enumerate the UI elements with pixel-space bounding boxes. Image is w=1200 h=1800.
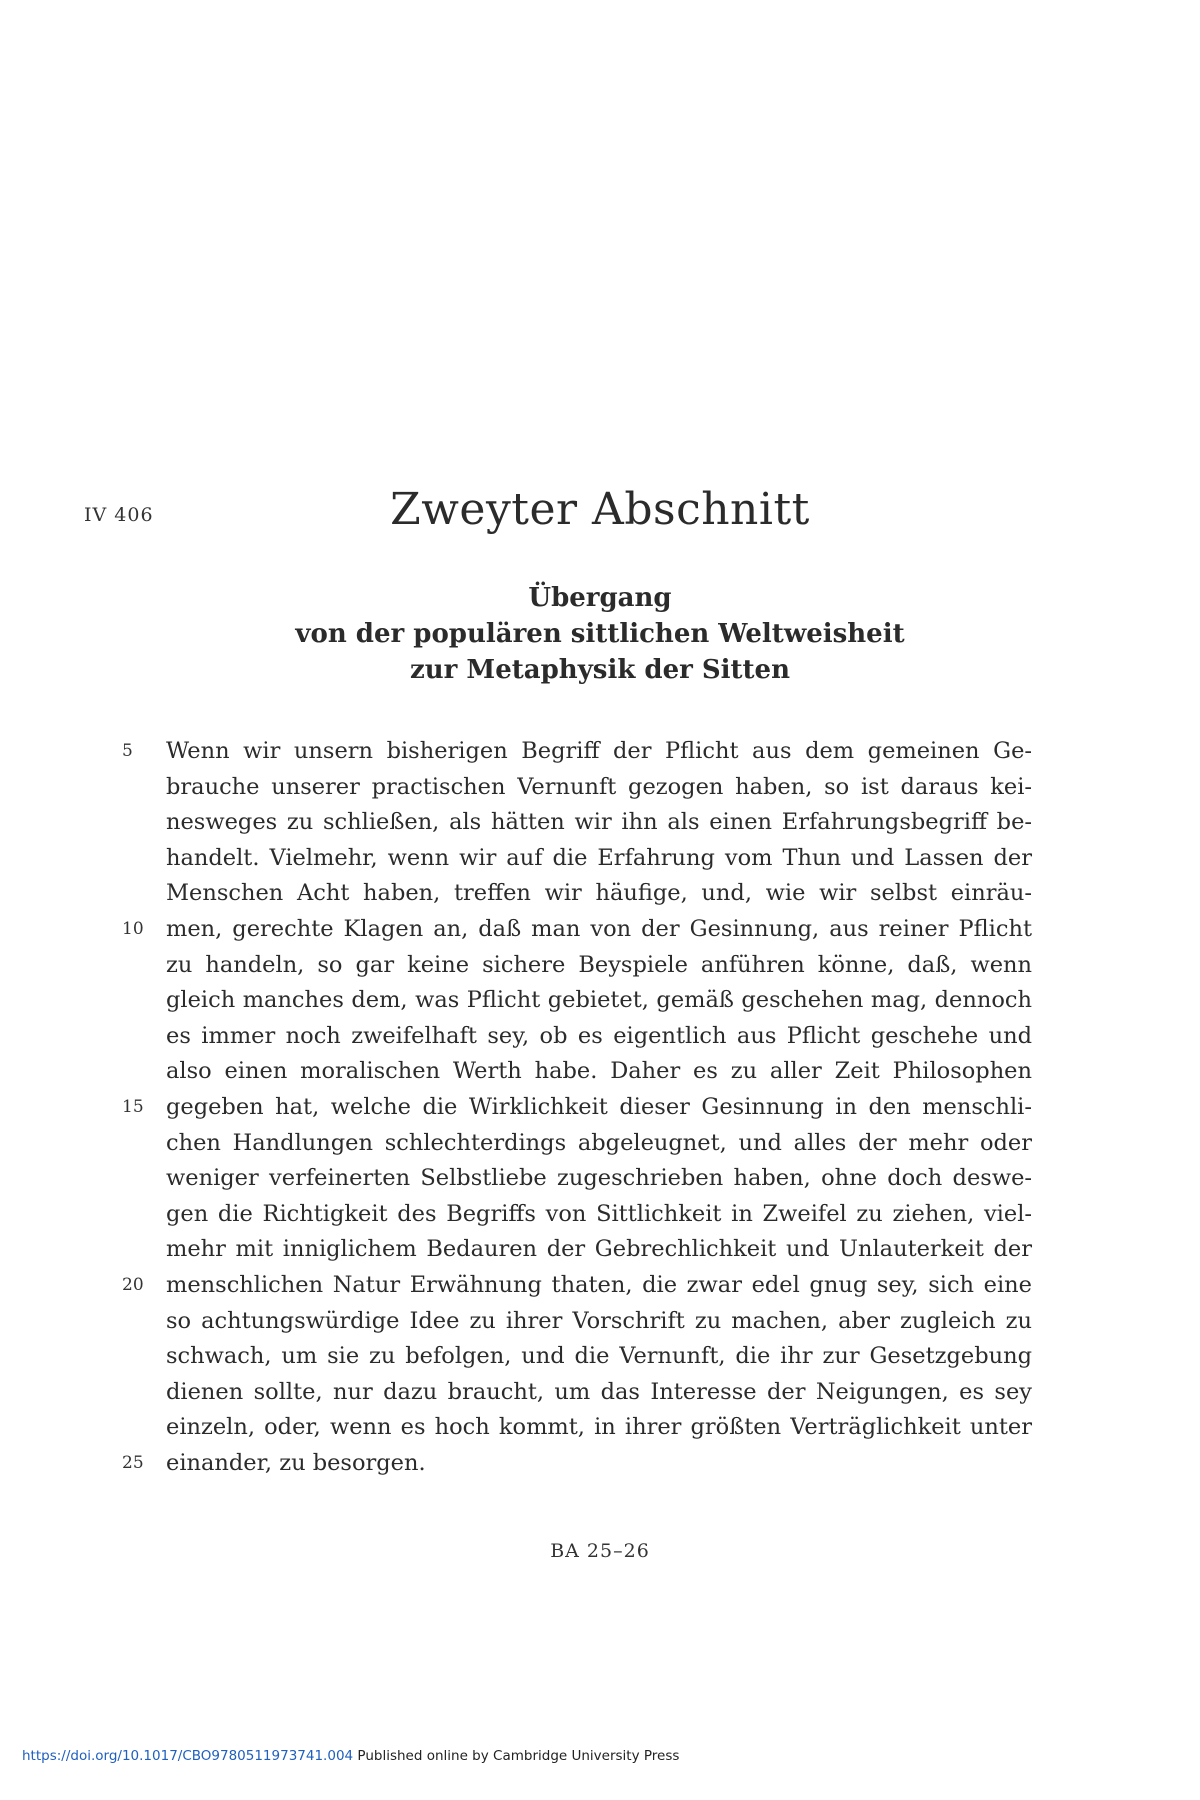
text-line bbox=[166, 841, 1032, 877]
line-text: es immer noch zweifelhaft sey, ob es eigentlich aus Pflicht geschehe und bbox=[166, 1022, 1032, 1049]
text-line bbox=[166, 1161, 1032, 1197]
margin-page-reference: IV 406 bbox=[84, 504, 154, 526]
line-text: zu handeln, so gar keine sichere Beyspiele anführen könne, daß, wenn bbox=[166, 951, 1032, 978]
line-text: schwach, um sie zu befolgen, und die Vernunft, die ihr zur Gesetzgebung bbox=[166, 1343, 1032, 1370]
line-text: weniger verfeinerten Selbstliebe zugeschrieben haben, ohne doch deswe- bbox=[166, 1165, 1032, 1192]
text-line bbox=[122, 1446, 1032, 1482]
text-line bbox=[166, 876, 1032, 912]
footer bbox=[22, 1748, 679, 1764]
text-line bbox=[166, 1126, 1032, 1162]
line-text: einander, zu besorgen. bbox=[166, 1449, 426, 1476]
body-text bbox=[122, 734, 1032, 1481]
subtitle-line-2: von der populären sittlichen Weltweisheit bbox=[295, 619, 905, 649]
line-text: chen Handlungen schlechterdings abgeleugnet, und alles der mehr oder bbox=[166, 1129, 1032, 1156]
line-text: menschlichen Natur Erwähnung thaten, die zwar edel gnug sey, sich eine bbox=[166, 1271, 1032, 1298]
text-line bbox=[166, 1019, 1032, 1055]
line-text: dienen sollte, nur dazu braucht, um das Interesse der Neigungen, es sey bbox=[166, 1378, 1032, 1405]
line-text: Menschen Acht haben, treffen wir häufige, und, wie wir selbst einräu- bbox=[166, 880, 1032, 907]
text-line bbox=[122, 912, 1032, 948]
doi-link[interactable]: https://doi.org/10.1017/CBO9780511973741.004 bbox=[22, 1748, 354, 1764]
text-line bbox=[166, 770, 1032, 806]
text-line bbox=[166, 1375, 1032, 1411]
text-line bbox=[122, 734, 1032, 770]
line-text: gleich manches dem, was Pflicht gebietet, gemäß geschehen mag, dennoch bbox=[166, 987, 1032, 1014]
line-text: so achtungswürdige Idee zu ihrer Vorschrift zu machen, aber zugleich zu bbox=[166, 1307, 1032, 1334]
line-number: 10 bbox=[122, 918, 144, 939]
line-text: einzeln, oder, wenn es hoch kommt, in ihrer größten Verträglichkeit unter bbox=[166, 1414, 1032, 1441]
line-text: mehr mit inniglichem Bedauren der Gebrechlichkeit und Unlauterkeit der bbox=[166, 1236, 1032, 1263]
folio-reference: BA 25–26 bbox=[550, 1540, 650, 1562]
line-text: handelt. Vielmehr, wenn wir auf die Erfahrung vom Thun und Lassen der bbox=[166, 844, 1032, 871]
line-text: gen die Richtigkeit des Begriffs von Sittlichkeit in Zweifel zu ziehen, viel- bbox=[166, 1200, 1032, 1227]
text-line bbox=[166, 1232, 1032, 1268]
line-text: gegeben hat, welche die Wirklichkeit dieser Gesinnung in den menschli- bbox=[166, 1093, 1032, 1120]
text-line bbox=[166, 1304, 1032, 1340]
text-line bbox=[166, 805, 1032, 841]
section-subtitle bbox=[0, 580, 1200, 688]
line-text: also einen moralischen Werth habe. Daher es zu aller Zeit Philosophen bbox=[166, 1058, 1032, 1085]
text-line bbox=[122, 1268, 1032, 1304]
line-number: 25 bbox=[122, 1452, 144, 1473]
publisher-note: Published online by Cambridge University Press bbox=[357, 1748, 680, 1764]
line-text: men, gerechte Klagen an, daß man von der Gesinnung, aus reiner Pflicht bbox=[166, 915, 1032, 942]
line-number: 5 bbox=[122, 741, 133, 761]
text-line bbox=[166, 1410, 1032, 1446]
text-line bbox=[166, 1197, 1032, 1233]
text-line bbox=[122, 1090, 1032, 1126]
line-text: nesweges zu schließen, als hätten wir ihn als einen Erfahrungsbegriff be- bbox=[166, 809, 1032, 836]
line-text: brauche unserer practischen Vernunft gezogen haben, so ist daraus kei- bbox=[166, 773, 1032, 800]
subtitle-line-3: zur Metaphysik der Sitten bbox=[410, 655, 790, 685]
line-text: Wenn wir unsern bisherigen Begriff der Pflicht aus dem gemeinen Ge- bbox=[166, 738, 1032, 764]
subtitle-line-1: Übergang bbox=[528, 583, 672, 613]
text-line bbox=[166, 1054, 1032, 1090]
text-line bbox=[166, 1339, 1032, 1375]
text-line bbox=[166, 948, 1032, 984]
line-number: 20 bbox=[122, 1274, 144, 1295]
line-number: 15 bbox=[122, 1096, 144, 1117]
text-line bbox=[166, 983, 1032, 1019]
chapter-title: Zweyter Abschnitt bbox=[390, 484, 810, 535]
